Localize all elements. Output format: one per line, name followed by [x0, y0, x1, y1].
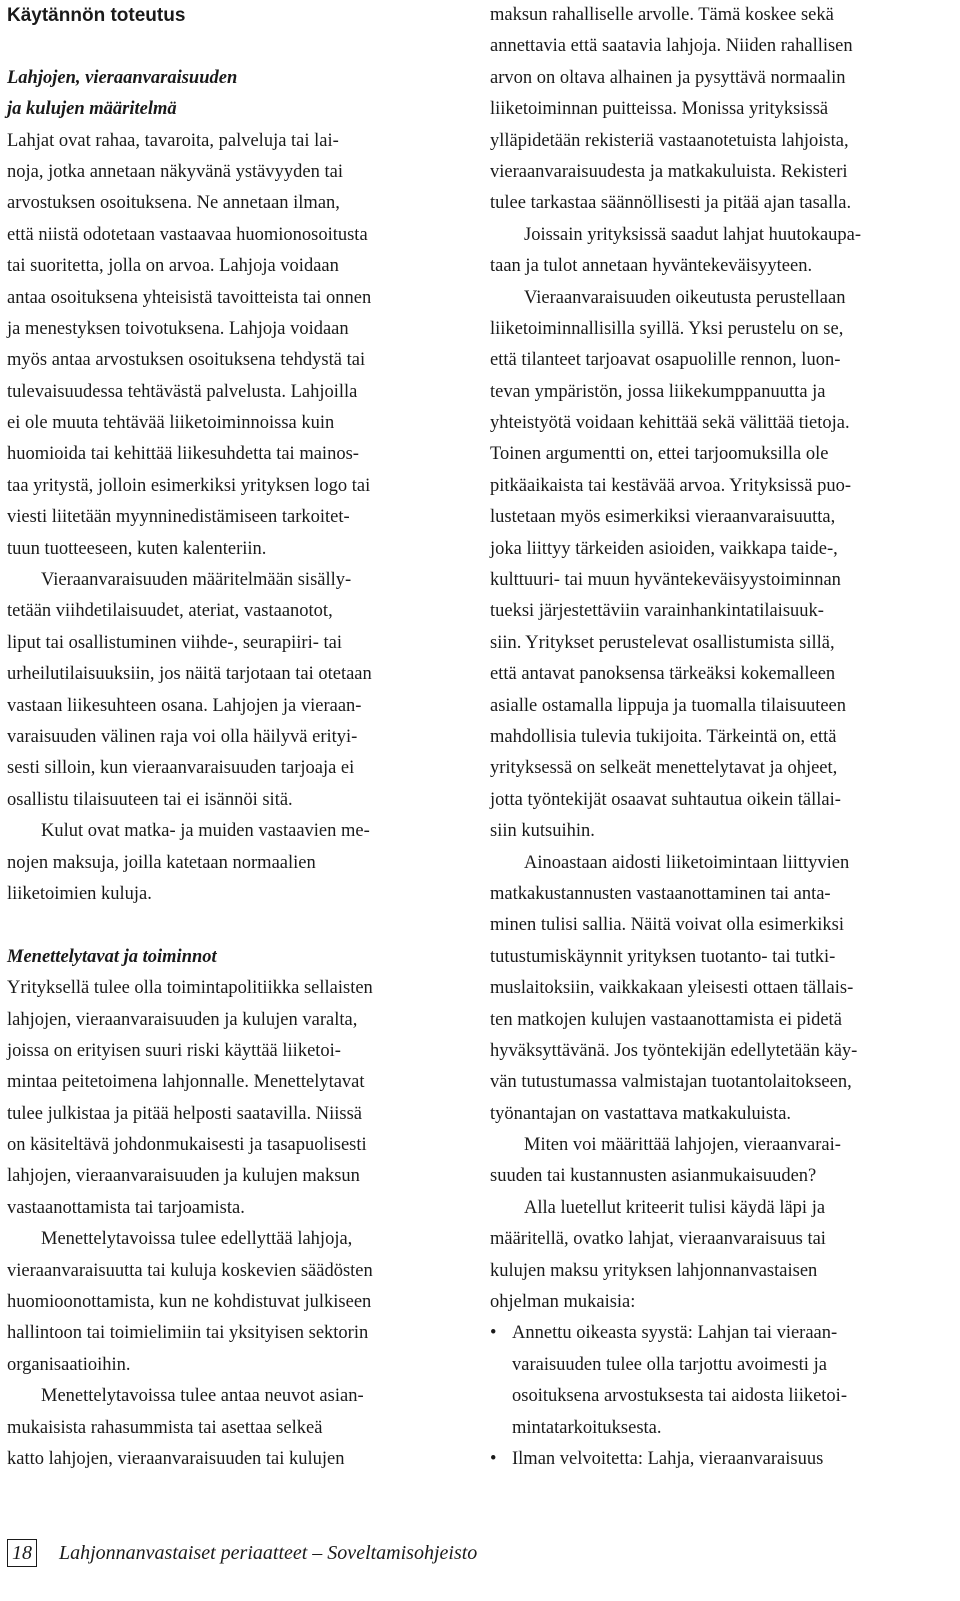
text-line: pitkäaikaista tai kestävää arvoa. Yrityksissä puo-: [490, 475, 851, 496]
text-line: hallintoon tai toimielimiin tai yksityisen sektorin: [7, 1323, 369, 1344]
text-line: vastaanottamista tai tarjoamista.: [7, 1197, 245, 1218]
text-line: yrityksessä on selkeät menettelytavat ja ohjeet,: [490, 758, 838, 779]
text-line: nojen maksuja, joilla katetaan normaalien: [7, 852, 316, 873]
text-line: että antavat panoksensa tärkeäksi kokemalleen: [490, 664, 836, 685]
text-line: on käsiteltävä johdonmukaisesti ja tasapuolisesti: [7, 1135, 367, 1156]
text-line: tueksi järjestettäviin varainhankintatilaisuuk-: [490, 601, 824, 622]
text-line: Lahjat ovat rahaa, tavaroita, palveluja tai lai-: [7, 130, 339, 151]
text-line: työnantajan on vastattava matkakuluista.: [490, 1103, 792, 1124]
text-line: Menettelytavoissa tulee edellyttää lahjoja,: [41, 1229, 353, 1250]
text-line: Alla luetellut kriteerit tulisi käydä läpi ja: [524, 1197, 826, 1218]
section-body: [7, 126, 462, 911]
text-line: tuun tuotteeseen, kuten kalenteriin.: [7, 538, 267, 559]
text-line: lustetaan myös esimerkiksi vieraanvaraisuutta,: [490, 507, 836, 528]
text-line: muslaitoksiin, vaikkakaan yleisesti ottaen tällais-: [490, 978, 854, 999]
text-line: osoituksena arvostuksesta tai aidosta liiketoi-: [512, 1386, 847, 1407]
text-line: noja, jotka annetaan näkyvänä ystävyyden tai: [7, 161, 343, 182]
text-line: myös antaa arvostuksen osoituksena tehdystä tai: [7, 350, 366, 371]
text-line: ja menestyksen toivotuksena. Lahjoja voidaan: [7, 318, 349, 339]
text-line: Vieraanvaraisuuden oikeutusta perustellaan: [524, 287, 846, 308]
page-footer: [7, 1538, 477, 1568]
text-line: määritellä, ovatko lahjat, vieraanvaraisuus tai: [490, 1229, 826, 1250]
text-line: lahjojen, vieraanvaraisuuden ja kulujen varalta,: [7, 1009, 358, 1030]
text-line: ylläpidetään rekisteriä vastaanotetuista lahjoista,: [490, 130, 849, 151]
text-line: että niistä odotetaan vastaavaa huomionosoitusta: [7, 224, 368, 245]
text-line: Ainoastaan aidosti liiketoimintaan liittyvien: [524, 852, 850, 873]
text-line: sesti silloin, kun vieraanvaraisuuden tarjoaja ei: [7, 758, 355, 779]
text-line: siin. Yritykset perustelevat osallistumista sillä,: [490, 632, 835, 653]
text-line: liput tai osallistuminen viihde-, seurapiiri- tai: [7, 632, 342, 653]
text-line: varaisuuden välinen raja voi olla häilyvä erityi-: [7, 726, 358, 747]
text-line: yhteistyötä voidaan kehittää sekä välittää tietoja.: [490, 413, 850, 434]
text-line: varaisuuden tulee olla tarjottu avoimesti ja: [512, 1354, 827, 1375]
text-line: [490, 1318, 945, 1349]
text-line: liiketoimien kuluja.: [7, 883, 152, 904]
text-line: siin kutsuihin.: [490, 821, 595, 842]
bullet-text: Ilman velvoitetta: Lahja, vieraanvaraisuus: [512, 1448, 824, 1469]
text-line: liiketoiminnallisilla syillä. Yksi perustelu on se,: [490, 318, 844, 339]
text-line: taa yritystä, jolloin esimerkiksi yrityksen logo tai: [7, 475, 371, 496]
text-line: mintatarkoituksesta.: [512, 1417, 662, 1438]
text-line: Menettelytavoissa tulee antaa neuvot asian-: [41, 1386, 364, 1407]
text-line: matkakustannusten vastaanottaminen tai anta-: [490, 883, 831, 904]
text-line: asialle ostamalla lippuja ja tuomalla tilaisuuteen: [490, 695, 847, 716]
section-body: [7, 973, 462, 1475]
text-line: jotta työntekijät osaavat suhtautua oikein tällai-: [490, 789, 841, 810]
text-line: Vieraanvaraisuuden määritelmään sisälly-: [41, 570, 352, 591]
section-title: Menettelytavat ja toiminnot: [7, 946, 217, 967]
text-line: arvon on oltava alhainen ja pysyttävä normaalin: [490, 67, 846, 88]
spacer: [7, 910, 462, 941]
text-line: vieraanvaraisuudesta ja matkakuluista. Rekisteri: [490, 161, 848, 182]
text-line: katto lahjojen, vieraanvaraisuuden tai kulujen: [7, 1448, 345, 1469]
section-body: [490, 0, 945, 1475]
text-line: kulujen maksu yrityksen lahjonnanvastaisen: [490, 1260, 818, 1281]
text-line: antaa osoituksena yhteisistä tavoitteista tai onnen: [7, 287, 372, 308]
text-line: tulee julkistaa ja pitää helposti saatavilla. Niissä: [7, 1103, 362, 1124]
text-line: [490, 1444, 945, 1475]
right-column: [490, 0, 945, 1475]
text-line: viesti liitetään myynninedistämiseen tarkoitet-: [7, 507, 350, 528]
text-line: urheilutilaisuuksiin, jos näitä tarjotaan tai otetaan: [7, 664, 372, 685]
bullet-icon: •: [490, 1323, 497, 1344]
text-line: liiketoiminnan puitteissa. Monissa yrityksissä: [490, 99, 829, 120]
text-line: ohjelman mukaisia:: [490, 1292, 636, 1313]
text-line: joissa on erityisen suuri riski käyttää liiketoi-: [7, 1040, 341, 1061]
text-line: joka liittyy tärkeiden asioiden, vaikkapa taide-,: [490, 538, 838, 559]
text-line: hyväksyttävänä. Jos työntekijän edellytetään käy-: [490, 1040, 858, 1061]
text-line: organisaatioihin.: [7, 1354, 131, 1375]
bullet-text: Annettu oikeasta syystä: Lahjan tai vieraan-: [512, 1323, 838, 1344]
text-line: maksun rahalliselle arvolle. Tämä koskee sekä: [490, 5, 834, 25]
text-line: Kulut ovat matka- ja muiden vastaavien me-: [41, 821, 370, 842]
text-line: annettavia että saatavia lahjoja. Niiden rahallisen: [490, 36, 853, 57]
section-title: ja kulujen määritelmä: [7, 99, 177, 120]
text-line: taan ja tulot annetaan hyväntekeväisyyteen.: [490, 256, 813, 277]
text-line: vän tutustumassa valmistajan tuotantolaitokseen,: [490, 1072, 852, 1093]
text-line: tetään viihdetilaisuudet, ateriat, vastaanotot,: [7, 601, 333, 622]
bullet-icon: •: [490, 1448, 497, 1469]
left-column: [7, 0, 462, 1475]
text-line: minen tulisi sallia. Näitä voivat olla esimerkiksi: [490, 915, 845, 936]
text-line: Yrityksellä tulee olla toimintapolitiikka sellaisten: [7, 978, 373, 999]
text-line: tulevaisuudessa tehtävästä palvelusta. Lahjoilla: [7, 381, 358, 402]
text-line: vastaan liikesuhteen osana. Lahjojen ja vieraan-: [7, 695, 362, 716]
text-line: ten matkojen kulujen vastaanottamista ei pidetä: [490, 1009, 842, 1030]
text-line: huomioida tai kehittää liikesuhdetta tai mainos-: [7, 444, 359, 465]
text-line: kulttuuri- tai muun hyväntekeväisyystoiminnan: [490, 570, 841, 591]
text-line: tulee tarkastaa säännöllisesti ja pitää ajan tasalla.: [490, 193, 852, 214]
text-line: Miten voi määrittää lahjojen, vieraanvarai-: [524, 1135, 841, 1156]
text-line: tevan ympäristön, jossa liikekumppanuutta ja: [490, 381, 826, 402]
text-line: suuden tai kustannusten asianmukaisuuden?: [490, 1166, 817, 1187]
text-line: Joissain yrityksissä saadut lahjat huutokaupa-: [524, 224, 862, 245]
text-line: lahjojen, vieraanvaraisuuden ja kulujen maksun: [7, 1166, 360, 1187]
text-line: vieraanvaraisuutta tai kuluja koskevien säädösten: [7, 1260, 373, 1281]
text-line: Toinen argumentti on, ettei tarjoomuksilla ole: [490, 444, 829, 465]
text-line: huomioonottamista, kun ne kohdistuvat julkiseen: [7, 1292, 372, 1313]
section-title: Lahjojen, vieraanvaraisuuden: [7, 67, 238, 88]
text-line: että tilanteet tarjoavat osapuolille rennon, luon-: [490, 350, 841, 371]
text-line: arvostuksen osoituksena. Ne annetaan ilman,: [7, 193, 340, 214]
footer-title: Lahjonnanvastaiset periaatteet – Soveltamisohjeisto: [59, 1541, 478, 1564]
spacer: [7, 31, 462, 62]
page-heading: Käytännön toteutus: [7, 5, 186, 26]
text-line: tai suoritetta, jolla on arvoa. Lahjoja voidaan: [7, 256, 339, 277]
text-line: tutustumiskäynnit yrityksen tuotanto- tai tutki-: [490, 946, 836, 967]
text-line: osallistu tilaisuuteen tai ei isännöi sitä.: [7, 789, 293, 810]
text-line: ei ole muuta tehtävää liiketoiminnoissa kuin: [7, 413, 335, 434]
text-line: mintaa peitetoimena lahjonnalle. Menettelytavat: [7, 1072, 365, 1093]
text-line: mahdollisia tulevia tukijoita. Tärkeintä on, että: [490, 726, 837, 747]
page-number: 18: [7, 1539, 37, 1567]
text-line: mukaisista rahasummista tai asettaa selkeä: [7, 1417, 323, 1438]
